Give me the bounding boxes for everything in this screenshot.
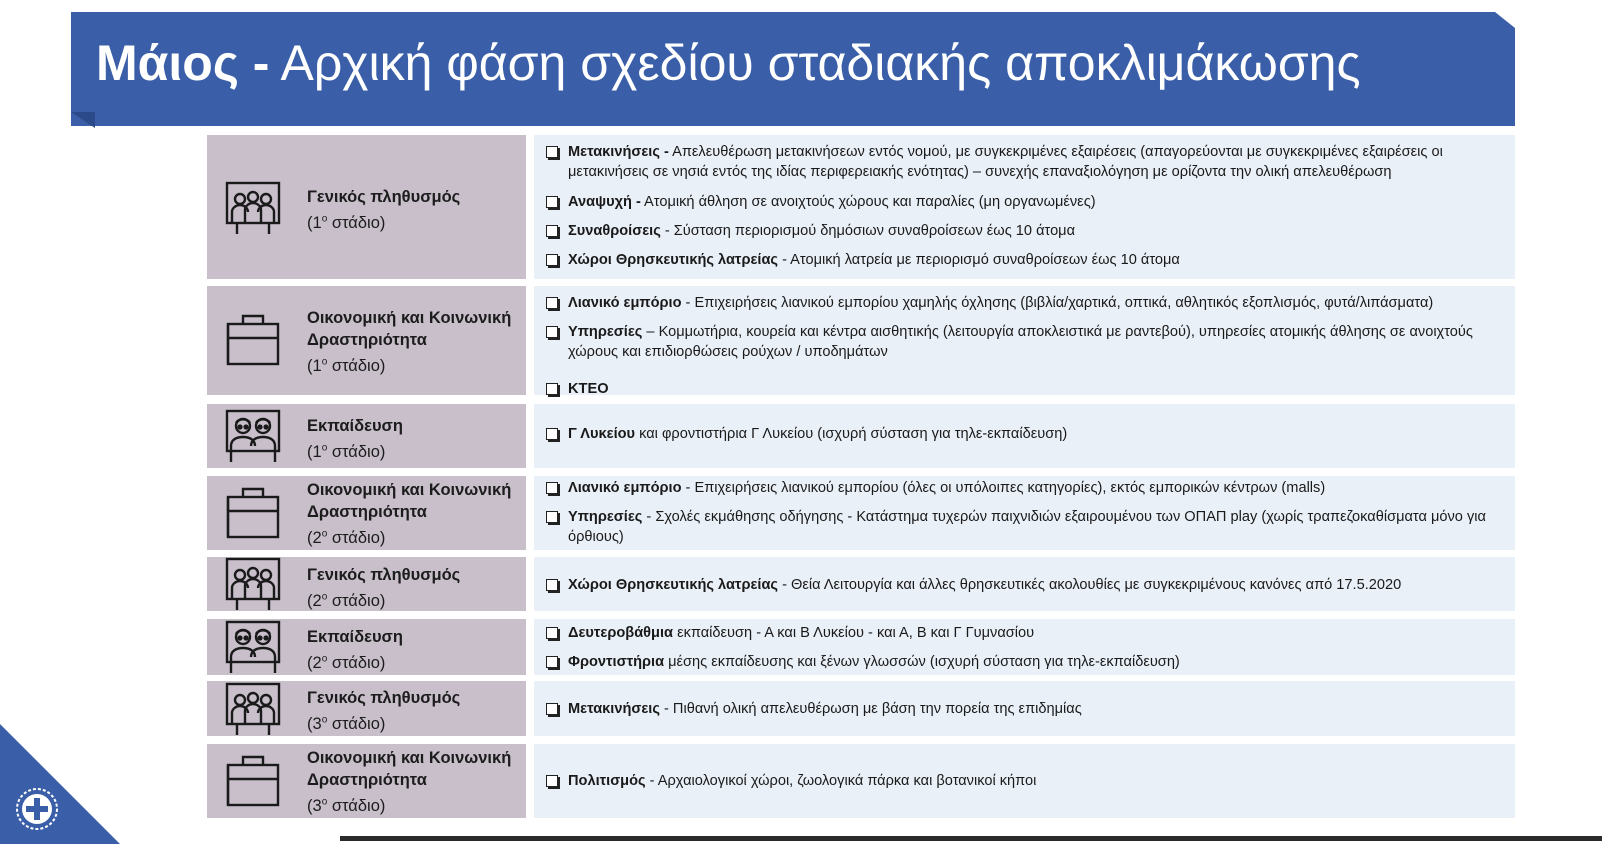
item-keyword: Μετακινήσεις: [568, 701, 660, 717]
list-item: [546, 293, 1507, 313]
detail-cell: [534, 619, 1515, 675]
list-item: [546, 142, 1507, 182]
checkbox-bullet-icon: [546, 482, 558, 494]
stage-word: στάδιο: [327, 796, 380, 815]
stage-ordinal: ο: [321, 528, 328, 539]
category-label: [307, 747, 511, 817]
date-day: 4 Μαΐου: [107, 273, 157, 312]
category-label: [307, 564, 460, 612]
category-cell: [207, 744, 526, 818]
students-icon: [225, 408, 281, 464]
item-text: - Θεία Λειτουργία και άλλες θρησκευτικές ακολουθίες με συγκεκριμένους κανόνες από 17.5.2020: [778, 577, 1402, 593]
stage-word: στάδιο: [327, 356, 380, 375]
bottom-bar: [340, 836, 1602, 841]
category-title: Γενικός πληθυσμός: [307, 188, 461, 206]
people-icon: [225, 556, 281, 612]
stage-word: στάδιο: [327, 213, 380, 232]
category-title-cont: Δραστηριότητα: [307, 503, 427, 521]
checkbox-bullet-icon: [546, 579, 558, 591]
checkbox-bullet-icon: [546, 326, 558, 338]
briefcase-icon: [225, 312, 281, 368]
stage-number: 2: [312, 591, 322, 610]
list-item: [546, 424, 1507, 444]
category-title-cont: Δραστηριότητα: [307, 331, 427, 349]
item-text: Απελευθέρωση μετακινήσεων εντός νομού, με συγκεκριμένες εξαιρέσεις (απαγορεύονται με συγκεκριμένες εξαιρέσεις οι μετακινήσεις σε νησιά εντός της ιδίας περιφερειακής ενότητας) – συνεχής επαναξιολόγηση με ορίζοντα την ολική απελευθέρωση: [568, 144, 1443, 180]
page-title: [96, 35, 1361, 91]
stage-ordinal: ο: [321, 442, 328, 453]
date-weekday: Δευτέρα: [107, 241, 174, 260]
list-item: [546, 250, 1507, 270]
briefcase-icon: [225, 485, 281, 541]
stage-number: 2: [312, 653, 322, 672]
category-stage: ($3^o$ στάδιο): [307, 796, 386, 815]
category-title: Γενικός πληθυσμός: [307, 689, 461, 707]
item-text: και φροντιστήρια Γ Λυκείου (ισχυρή σύσταση για τηλε-εκπαίδευση): [635, 426, 1068, 442]
category-label: [307, 307, 511, 377]
page-title-bold: Μάιος -: [96, 35, 270, 91]
category-label: [307, 415, 403, 463]
detail-cell: [534, 681, 1515, 736]
item-keyword: Φροντιστήρια: [568, 654, 665, 670]
stage-number: 1: [312, 442, 322, 461]
item-keyword: Μετακινήσεις -: [568, 144, 669, 160]
page-title-rest: Αρχική φάση σχεδίου σταδιακής αποκλιμάκωσης: [269, 35, 1361, 91]
stage-number: 1: [312, 356, 322, 375]
category-title: Οικονομική και Κοινωνική: [307, 481, 512, 499]
category-stage: ($2^o$ στάδιο): [307, 528, 386, 547]
checkbox-bullet-icon: [546, 511, 558, 523]
item-text: - Πιθανή ολική απελευθέρωση με βάση την πορεία της επιδημίας: [659, 701, 1082, 717]
stage-ordinal: ο: [321, 213, 328, 224]
detail-cell: [534, 286, 1515, 395]
checkbox-bullet-icon: [546, 627, 558, 639]
item-keyword: Χώροι Θρησκευτικής λατρείας: [568, 252, 779, 268]
date-weekday: Δευτέρα: [107, 483, 174, 502]
category-cell: [207, 135, 526, 279]
checkbox-bullet-icon: [546, 656, 558, 668]
stage-number: 2: [312, 528, 322, 547]
item-text: - Επιχειρήσεις λιανικού εμπορίου χαμηλής όχλησης (βιβλία/χαρτικά, οπτικά, αθλητικός εξοπλισμός, φυτά/λιπάσματα): [681, 295, 1434, 311]
category-cell: [207, 476, 526, 550]
stage-ordinal: ο: [321, 714, 328, 725]
item-text: - Επιχειρήσεις λιανικού εμπορίου (όλες οι υπόλοιπες κατηγορίες), εκτός εμπορικών κέντρων (malls): [681, 480, 1326, 496]
item-text: εκπαίδευση - Α και Β Λυκείου - και Α, Β και Γ Γυμνασίου: [673, 625, 1035, 641]
detail-cell: [534, 744, 1515, 818]
category-label: [307, 626, 403, 674]
date-weekday: Δευτέρα: [107, 693, 174, 712]
checkbox-bullet-icon: [546, 196, 558, 208]
detail-cell: [534, 476, 1515, 550]
list-item: [546, 575, 1507, 595]
category-title: Εκπαίδευση: [307, 628, 403, 646]
list-item: [546, 192, 1507, 212]
students-icon: [225, 619, 281, 675]
greek-emblem-icon: [14, 786, 60, 832]
item-keyword: Αναψυχή -: [568, 194, 641, 210]
category-cell: [207, 557, 526, 611]
stage-word: στάδιο: [327, 591, 380, 610]
stage-ordinal: ο: [321, 356, 328, 367]
category-cell: [207, 404, 526, 468]
item-keyword: ΚΤΕΟ: [568, 381, 609, 397]
checkbox-bullet-icon: [546, 383, 558, 395]
item-text: - Σύσταση περιορισμού δημόσιων συναθροίσεων έως 10 άτομα: [660, 223, 1076, 239]
item-keyword: Υπηρεσίες: [568, 324, 643, 340]
item-keyword: Υπηρεσίες: [568, 509, 643, 525]
checkbox-bullet-icon: [546, 297, 558, 309]
stage-word: στάδιο: [327, 442, 380, 461]
checkbox-bullet-icon: [546, 146, 558, 158]
list-item: [546, 478, 1507, 498]
item-keyword: Γ Λυκείου: [568, 426, 636, 442]
list-item: [546, 221, 1507, 241]
stage-ordinal: ο: [321, 796, 328, 807]
stage-ordinal: ο: [321, 653, 328, 664]
item-keyword: Πολιτισμός: [568, 773, 646, 789]
stage-ordinal: ο: [321, 591, 328, 602]
item-keyword: Χώροι Θρησκευτικής λατρείας: [568, 577, 779, 593]
checkbox-bullet-icon: [546, 775, 558, 787]
stage-number: 1: [312, 213, 322, 232]
checkbox-bullet-icon: [546, 428, 558, 440]
item-text: Ατομική άθληση σε ανοιχτούς χώρους και παραλίες (μη οργανωμένες): [640, 194, 1096, 210]
item-keyword: Λιανικό εμπόριο: [568, 480, 682, 496]
item-keyword: Δευτεροβάθμια: [568, 625, 674, 641]
stage-number: 3: [312, 714, 322, 733]
category-cell: [207, 619, 526, 675]
stage-word: στάδιο: [327, 528, 380, 547]
category-cell: [207, 286, 526, 395]
list-item: [546, 623, 1507, 643]
detail-cell: [534, 135, 1515, 279]
date-day: 11 Μαΐου: [107, 515, 157, 554]
list-item: [546, 652, 1507, 672]
detail-cell: [534, 557, 1515, 611]
category-label: [307, 186, 460, 234]
list-item: [546, 322, 1507, 362]
category-title: Οικονομική και Κοινωνική: [307, 749, 512, 767]
list-item: [546, 699, 1507, 719]
list-item: [546, 507, 1507, 547]
category-cell: [207, 681, 526, 736]
item-keyword: Συναθροίσεις: [568, 223, 661, 239]
checkbox-bullet-icon: [546, 703, 558, 715]
stage-number: 3: [312, 796, 322, 815]
category-stage: ($1^o$ στάδιο): [307, 213, 386, 232]
briefcase-icon: [225, 753, 281, 809]
category-stage: ($1^o$ στάδιο): [307, 442, 386, 461]
people-icon: [225, 681, 281, 737]
stage-word: στάδιο: [327, 653, 380, 672]
category-label: [307, 479, 511, 549]
category-title-cont: Δραστηριότητα: [307, 771, 427, 789]
list-item: [546, 771, 1507, 791]
category-stage: ($2^o$ στάδιο): [307, 653, 386, 672]
category-stage: ($1^o$ στάδιο): [307, 356, 386, 375]
item-keyword: Λιανικό εμπόριο: [568, 295, 682, 311]
category-title: Εκπαίδευση: [307, 417, 403, 435]
detail-cell: [534, 404, 1515, 468]
category-title: Γενικός πληθυσμός: [307, 566, 461, 584]
item-text: - Αρχαιολογικοί χώροι, ζωολογικά πάρκα και βοτανικοί κήποι: [645, 773, 1037, 789]
item-text: - Ατομική λατρεία με περιορισμό συναθροίσεων έως 10 άτομα: [778, 252, 1180, 268]
item-text: μέσης εκπαίδευσης και ξένων γλωσσών (ισχυρή σύσταση για τηλε-εκπαίδευση): [664, 654, 1180, 670]
category-stage: ($2^o$ στάδιο): [307, 591, 386, 610]
checkbox-bullet-icon: [546, 254, 558, 266]
item-text: – Κομμωτήρια, κουρεία και κέντρα αισθητικής (λειτουργία αποκλειστικά με ραντεβού), υπηρεσίες ατομικής άθλησης σε ανοιχτούς χώρους και επιδιορθώσεις ρούχων / υποδημάτων: [568, 324, 1473, 360]
list-item: [546, 379, 1507, 399]
date-day: 18 Μαΐου: [107, 725, 157, 764]
stage-word: στάδιο: [327, 714, 380, 733]
checkbox-bullet-icon: [546, 225, 558, 237]
category-label: [307, 687, 460, 735]
item-text: - Σχολές εκμάθησης οδήγησης - Κατάστημα τυχερών παιχνιδιών εξαιρουμένου των ΟΠΑΠ play (χωρίς τραπεζοκαθίσματα μόνο για όρθιους): [568, 509, 1486, 545]
category-title: Οικονομική και Κοινωνική: [307, 309, 512, 327]
people-icon: [225, 180, 281, 236]
category-stage: ($3^o$ στάδιο): [307, 714, 386, 733]
